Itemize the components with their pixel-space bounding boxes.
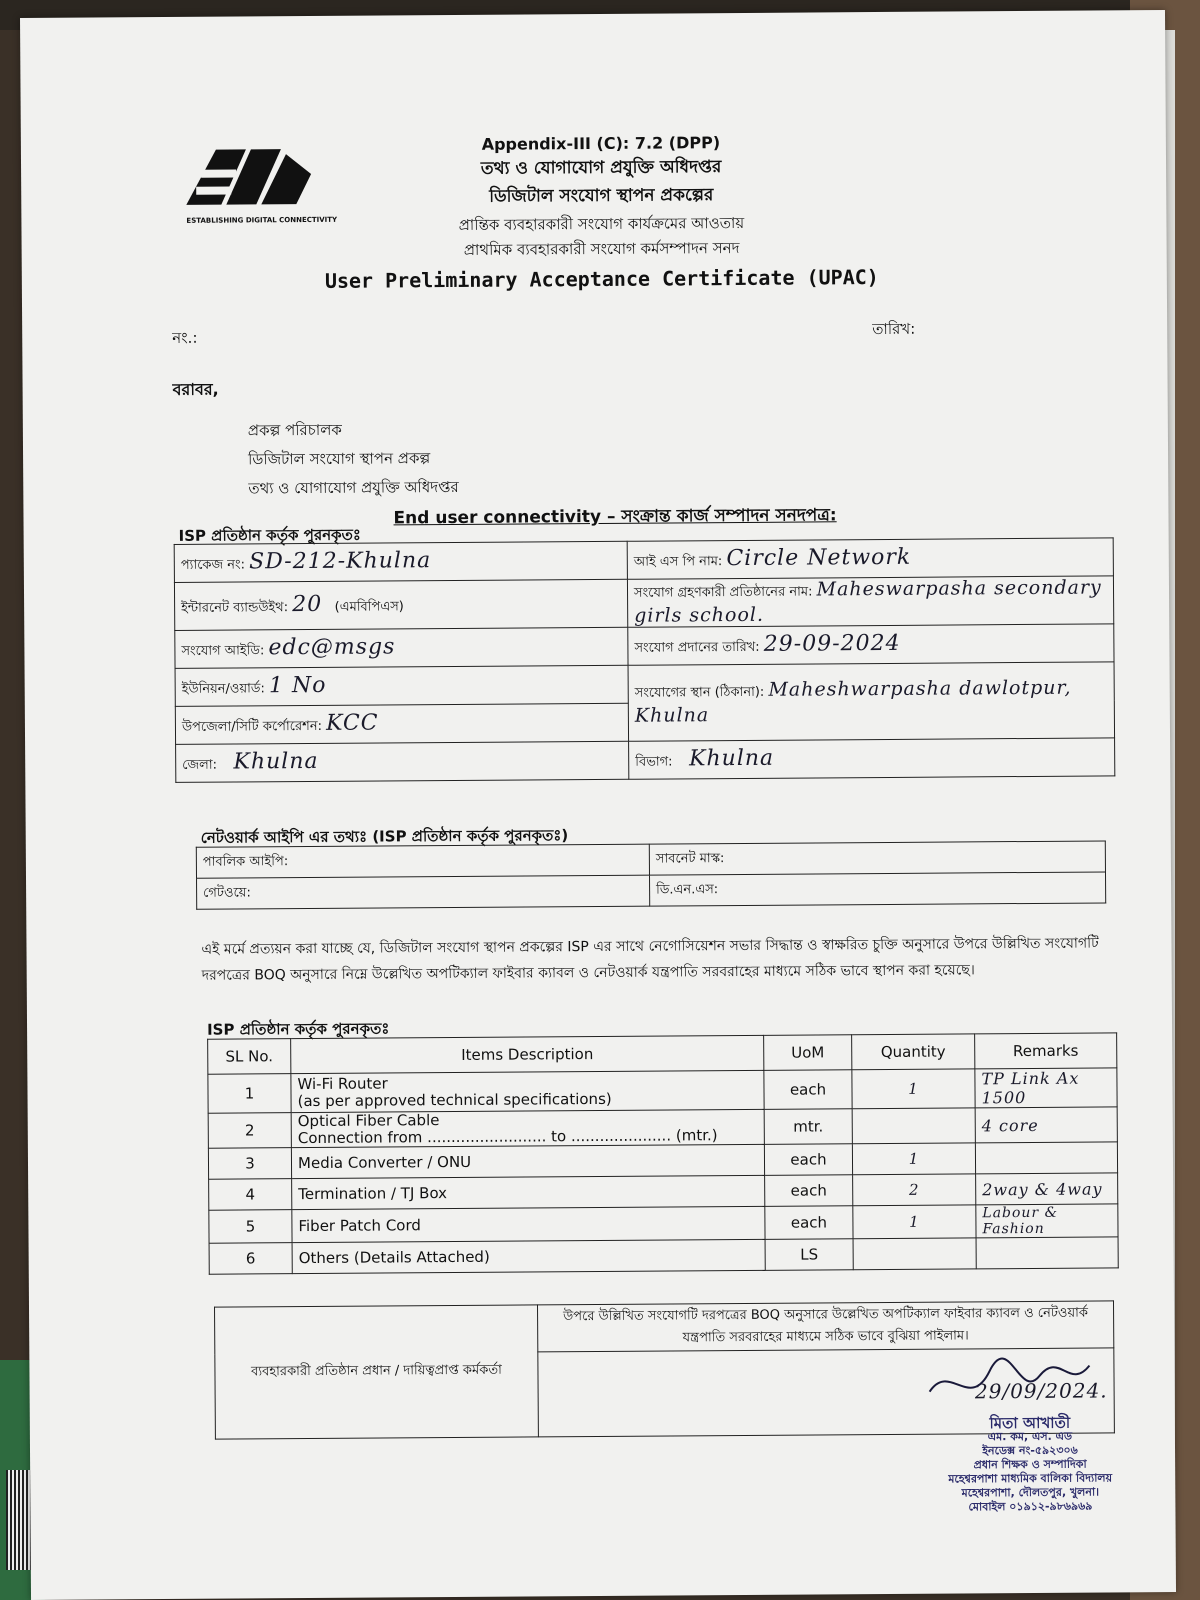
description-cell [291,1109,764,1147]
description-cell: Others (Details Attached) [292,1239,765,1273]
uom-cell: mtr. [764,1109,852,1145]
isp-name-label: আই এস পি নাম: [633,554,723,570]
edc-logo [181,134,338,230]
location-cell [628,662,1115,741]
uom-cell: each [764,1144,852,1176]
item-detail: (as per approved technical specifications) [297,1089,612,1111]
quantity-cell: 1 [853,1205,976,1239]
certificate-page [20,10,1176,1600]
item-name: Optical Fiber Cable [297,1111,440,1131]
upazila-label: উপজেলা/সিটি কর্পোরেশন: [181,718,323,735]
package-value: SD-212-Khulna [249,548,432,575]
connection-id-value: edc@msgs [268,634,396,661]
table-row [209,1204,1118,1243]
table-row [208,1068,1117,1113]
uom-cell: LS [765,1239,853,1271]
sl-cell: 2 [208,1113,291,1149]
col-description: Items Description [291,1035,764,1073]
acknowledgement-text: উপরে উল্লিখিত সংযোগটি দরপত্রের BOQ অনুসারে উল্লেখিত অপটিক্যাল ফাইবার ক্যাবল ও নেটওয়ার্ক যন্ত্রপাতি সরবরাহের মাধ্যমে সঠিক ভাবে বুঝিয়া পাইলাম। [537,1301,1113,1352]
union-value: 1 No [268,672,327,699]
package-cell [174,541,627,582]
quantity-cell: 1 [852,1143,975,1175]
col-uom: UoM [764,1035,852,1071]
division-value: Khulna [688,745,775,772]
certificate-title-bn: প্রাথমিক ব্যবহারকারী সংযোগ কর্মসম্পাদন সনদ [463,238,740,259]
stamp-line: মোবাইল ০১৯১২-৯৮৬৯৬৯ [968,1499,1093,1514]
stamp-line: মহেশ্বরপাশা, দৌলতপুর, খুলনা। [961,1485,1100,1500]
project-name: ডিজিটাল সংযোগ স্থাপন প্রকল্পের [489,185,714,207]
bandwidth-unit: (এমবিপিএস) [334,599,404,615]
appendix-label: Appendix-III (C): 7.2 (DPP) [481,133,721,154]
isp-name-cell [627,538,1113,579]
boq-section-label: ISP প্রতিষ্ঠান কর্তৃক পুরনকৃতঃ [207,1019,390,1039]
boq-table [207,1032,1119,1274]
sl-cell: 6 [209,1243,292,1275]
description-cell: Termination / TJ Box [292,1175,765,1209]
gateway-label: গেটওয়ে: [197,875,650,909]
signed-date: 29/09/2024. [974,1378,1108,1404]
network-section-label: নেটওয়ার্ক আইপি এর তথ্যঃ (ISP প্রতিষ্ঠান কর্তৃক পুরনকৃতঃ) [200,826,569,847]
connection-id-label: সংযোগ আইডি: [181,643,265,659]
sl-cell: 5 [209,1210,292,1244]
package-label: প্যাকেজ নং: [180,557,246,573]
division-label: বিভাগ: [635,754,673,770]
signature-scribble [919,1350,1119,1421]
officer-label: ব্যবহারকারী প্রতিষ্ঠান প্রধান / দায়িত্বপ্রাপ্ত কর্মকর্তা [215,1305,539,1439]
stamp-line: প্রধান শিক্ষক ও সম্পাদিকা [973,1457,1087,1472]
bandwidth-cell [174,579,627,630]
upazila-cell [175,703,628,744]
subject-line: End user connectivity – সংক্রান্ত কার্জ সম্পাদন সনদপত্র: [393,505,837,529]
col-quantity: Quantity [852,1034,975,1070]
quantity-cell [853,1238,976,1270]
svg-text:ESTABLISHING DIGITAL CONNECTIV: ESTABLISHING DIGITAL CONNECTIVITY [186,215,338,225]
connection-date-cell [628,624,1114,665]
quantity-cell: 1 [852,1069,975,1109]
institution-cell [627,576,1113,627]
subnet-label: সাবনেট মাস্ক: [649,841,1105,875]
declaration-paragraph: এই মর্মে প্রত্যয়ন করা যাচ্ছে যে, ডিজিটাল সংযোগ স্থাপন প্রকল্পের ISP এর সাথে নেগোসিয়েশন সভার সিদ্ধান্ত ও স্বাক্ষরিত চুক্তি অনুসারে উপরে উল্লিখিত সংযোগটি দরপত্রের BOQ অনুসারে নিম্নে উল্লেখিত অপটিক্যাল ফাইবার ক্যাবল ও নেটওয়ার্ক যন্ত্রপাতি সরবরাহের মাধ্যমে সঠিক ভাবে স্থাপন করা হয়েছে। [201,935,1099,984]
sl-cell: 4 [209,1179,292,1211]
quantity-cell [852,1108,975,1144]
isp-section-label: ISP প্রতিষ্ঠান কর্তৃক পুরনকৃতঃ [178,525,361,545]
description-cell: Fiber Patch Cord [292,1206,765,1242]
item-detail: Connection from ......................... to ..................... (mtr.) [297,1126,718,1148]
stamp-name: মিতা আখাতী [989,1413,1071,1433]
connection-date-label: সংযোগ প্রদানের তারিখ: [634,639,760,656]
uom-cell: each [764,1070,852,1110]
reference-number-label: নং.: [172,328,198,347]
address-line: প্রকল্প পরিচালক [247,420,342,440]
union-label: ইউনিয়ন/ওয়ার্ড: [181,681,265,697]
upazila-value: KCC [326,710,379,736]
uom-cell: each [765,1206,853,1240]
address-line: তথ্য ও যোগাযোগ প্রযুক্তি অধিদপ্তর [248,477,459,498]
table-row [209,1237,1118,1274]
division-cell [629,738,1115,779]
col-remarks: Remarks [975,1033,1117,1069]
bandwidth-label: ইন্টারনেট ব্যান্ডউইথ: [181,600,289,616]
location-label: সংযোগের স্থান (ঠিকানা): [634,684,765,701]
dns-label: ডি.এন.এস: [649,872,1105,906]
district-label: জেলা: [182,757,218,773]
header [321,132,882,293]
description-cell: Media Converter / ONU [291,1144,764,1178]
district-cell [176,741,629,782]
public-ip-label: পাবলিক আইপি: [196,844,649,878]
remarks-cell [975,1142,1117,1174]
remarks-cell: TP Link Ax 1500 [975,1068,1117,1108]
item-name: Wi-Fi Router [297,1074,388,1094]
district-value: Khulna [233,748,319,775]
remarks-cell: 2way & 4way [976,1173,1118,1205]
network-info-table [196,840,1106,909]
remarks-cell [976,1237,1118,1269]
connection-info-table [174,537,1116,783]
sl-cell: 3 [208,1148,291,1180]
bandwidth-value: 20 [292,591,323,618]
remarks-cell: Labour & Fashion [976,1204,1118,1238]
program-name: প্রান্তিক ব্যবহারকারী সংযোগ কার্যক্রমের আওতায় [458,213,745,234]
to-label: বরাবর, [172,379,219,399]
union-cell [175,665,628,706]
official-stamp [920,1415,1141,1515]
quantity-cell: 2 [853,1174,976,1206]
remarks-cell: 4 core [975,1107,1117,1143]
department-name: তথ্য ও যোগাযোগ প্রযুক্তি অধিদপ্তর [480,157,722,179]
sl-cell: 1 [208,1074,291,1114]
isp-name-value: Circle Network [726,544,912,572]
address-line: ডিজিটাল সংযোগ স্থাপন প্রকল্প [248,449,431,469]
recipient-address [248,415,459,503]
date-label: তারিখ: [872,319,916,339]
stamp-line: মহেশ্বরপাশা মাধ্যমিক বালিকা বিদ্যালয় [948,1471,1113,1486]
connection-date-value: 29-09-2024 [763,630,901,657]
description-cell [291,1070,764,1112]
certificate-title-en: User Preliminary Acceptance Certificate (UPAC) [324,265,879,293]
location-value: Maheshwarpasha dawlotpur, Khulna [634,676,1072,727]
institution-value: Maheswarpasha secondary girls school. [634,576,1102,627]
uom-cell: each [765,1175,853,1207]
stamp-line: ইনডেক্স নং-৫৯২৩০৬ [982,1443,1078,1458]
institution-label: সংযোগ গ্রহণকারী প্রতিষ্ঠানের নাম: [633,584,813,601]
stamp-line: এম. কম, এস. এড [987,1429,1073,1444]
connection-id-cell [175,627,628,668]
col-sl: SL No. [208,1039,291,1075]
